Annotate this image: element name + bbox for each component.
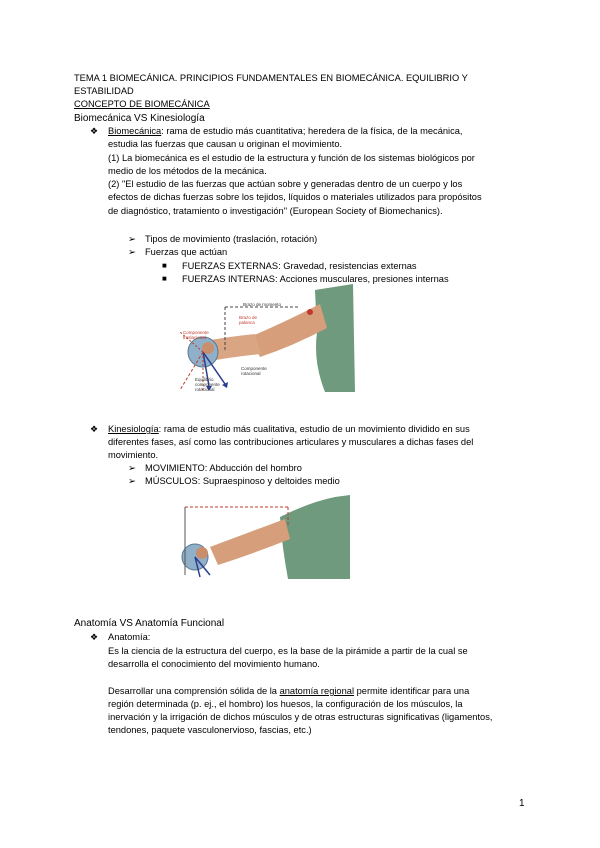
list-item-fuerzas-internas: FUERZAS INTERNAS: Acciones musculares, presiones internas	[182, 274, 449, 284]
kinesiologia-term: Kinesiología	[108, 424, 159, 434]
list-item-musculos: MÚSCULOS: Supraespinoso y deltoides medio	[145, 476, 340, 486]
list-item-tipos-movimiento: Tipos de movimiento (traslación, rotación)	[145, 234, 318, 244]
label-componente-rotacional-2: rotacional	[241, 371, 261, 376]
square-bullet-icon: ■	[162, 274, 167, 283]
biomecanica-def2-line-1: (2) "El estudio de las fuerzas que actúan sobre y generadas dentro de un cuerpo y los	[108, 179, 463, 189]
biomecanica-def1-line-2: medio de los métodos de la mecánica.	[108, 166, 267, 176]
list-item-fuerzas-externas: FUERZAS EXTERNAS: Gravedad, resistencias externas	[182, 261, 417, 271]
diamond-bullet-icon: ❖	[90, 632, 99, 642]
section-heading-anatomia: Anatomía VS Anatomía Funcional	[74, 618, 225, 629]
label-brazo-palanca-1: Brazo de	[239, 315, 258, 320]
anatomia-regional-term: anatomía regional	[279, 686, 355, 696]
anatomia-p2-line-3: inervación y la irrigación de dichos músculos y de otras estructuras significativas (ligamentos,	[108, 712, 493, 722]
anatomia-p2-line-2: región determinada (p. ej., el hombro) los huesos, la configuración de los músculos, la	[108, 699, 463, 709]
biomecanica-def2-line-3: de diagnóstico, tratamiento o investigación" (European Society of Biomechanics).	[108, 206, 443, 216]
kinesiologia-definition-line-2: diferentes fases, así como las contribuciones articulares y musculares a dichas fases del	[108, 437, 474, 447]
label-equilibrio-1: Equilibrio	[195, 377, 214, 382]
anatomia-p1-line-2: desarrolla el conocimiento del movimiento humano.	[108, 659, 320, 669]
section-heading-concepto: CONCEPTO DE BIOMECÁNICA	[74, 99, 210, 109]
label-brazo-palanca-2: palanca	[239, 320, 255, 325]
biomecanica-term: Biomecánica	[108, 126, 162, 136]
label-equilibrio-2: componente	[195, 382, 220, 387]
anatomia-p2-line-4: tendones, paquete vasculonervioso, fascias, etc.)	[108, 725, 312, 735]
document-title-line-1: TEMA 1 BIOMECÁNICA. PRINCIPIOS FUNDAMENTALES EN BIOMECÁNICA. EQUILIBRIO Y	[74, 73, 468, 83]
arrow-bullet-icon: ➢	[128, 463, 136, 473]
arrow-bullet-icon: ➢	[128, 476, 136, 486]
anatomia-label: Anatomía:	[108, 632, 151, 642]
kinesiologia-definition-line-3: movimiento.	[108, 450, 159, 460]
diamond-bullet-icon: ❖	[90, 126, 99, 136]
diamond-bullet-icon: ❖	[90, 424, 99, 434]
list-item-movimiento: MOVIMIENTO: Abducción del hombro	[145, 463, 302, 473]
anatomia-p2-text-a: Desarrollar una comprensión sólida de la	[108, 686, 280, 696]
arrow-bullet-icon: ➢	[128, 234, 136, 244]
list-item-fuerzas: Fuerzas que actúan	[145, 247, 228, 257]
anatomia-p2-text-b: permite identificar para una	[354, 686, 470, 696]
label-componente-rotacional-1: Componente	[241, 366, 267, 371]
biomecanica-definition-line-2: estudia las fuerzas que causan u originan el movimiento.	[108, 139, 343, 149]
label-componente-traslacional-2: traslacional	[183, 335, 206, 340]
biomecanica-text-1: : rama de estudio más cuantitativa; heredera de la física, de la mecánica,	[161, 126, 463, 136]
biomecanica-def1-line-1: (1) La biomecánica es el estudio de la estructura y función de los sistemas biológicos por	[108, 153, 475, 163]
shoulder-abduction-figure	[170, 487, 350, 579]
anatomia-p1-line-1: Es la ciencia de la estructura del cuerpo, es la base de la pirámide a partir de la cual se	[108, 646, 468, 656]
arrow-bullet-icon: ➢	[128, 247, 136, 257]
label-componente-traslacional-1: Componente	[183, 330, 209, 335]
biomecanica-def2-line-2: efectos de dichas fuerzas sobre los tejidos, líquidos o materiales utilizados para propósitos	[108, 192, 482, 202]
label-equilibrio-3: rotacional	[195, 387, 215, 392]
arm-forces-figure	[175, 282, 355, 392]
subheading-biomecanica-vs-kinesiologia: Biomecánica VS Kinesiología	[74, 113, 205, 124]
kinesiologia-text-1: : rama de estudio más cualitativa, estudio de un movimiento dividido en sus	[158, 424, 470, 434]
square-bullet-icon: ■	[162, 261, 167, 270]
page-number: 1	[519, 798, 525, 809]
anatomia-p2-line-1	[108, 685, 469, 698]
label-brazo-momento: Brazo de momento	[243, 302, 282, 307]
kinesiologia-definition-line-1	[108, 423, 470, 436]
document-title-line-2: ESTABILIDAD	[74, 86, 134, 96]
biomecanica-definition-line-1	[108, 125, 463, 138]
